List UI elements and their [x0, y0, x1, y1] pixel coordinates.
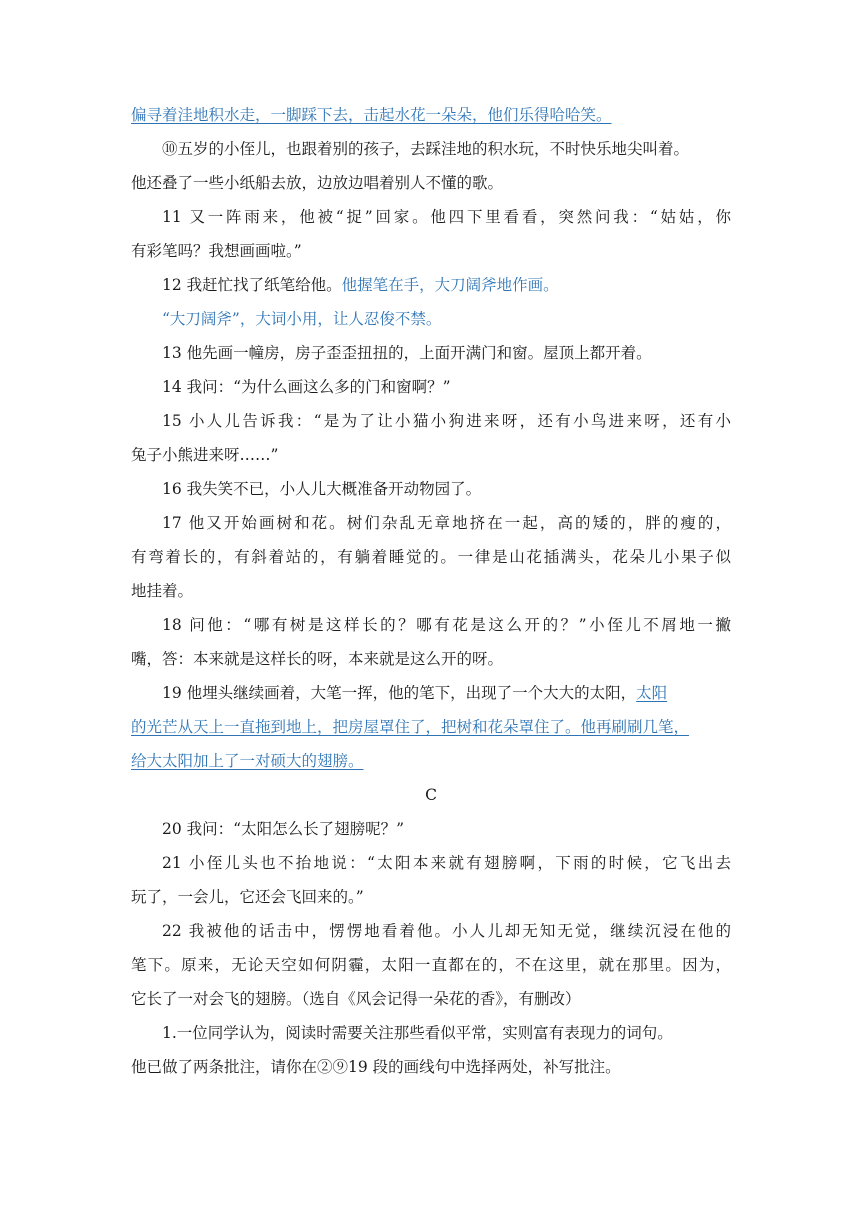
text-line: [131, 712, 731, 746]
highlighted-sentence: 他握笔在手，大刀阔斧地作画。: [341, 276, 559, 294]
paragraph-11: 11 又一阵雨来，他被“捉”回家。他四下里看看，突然问我：“姑姑，你: [162, 208, 731, 226]
text-line: 嘴，答：本来就是这样长的呀，本来就是这么开的呀。: [131, 650, 504, 668]
underlined-sentence: 偏寻着洼地积水走，一脚踩下去，击起水花一朵朵，他们乐得哈哈笑。: [131, 106, 612, 124]
paragraph-19: [131, 678, 731, 712]
document-page: [131, 100, 731, 1086]
underlined-sentence: 的光芒从天上一直拖到地上，把房屋罩住了，把树和花朵罩住了。他再刷刷几笔，: [131, 718, 690, 736]
paragraph-22: 22 我被他的话击中，愣愣地看着他。小人儿却无知无觉，继续沉浸在他的: [162, 922, 731, 940]
text-line: 兔子小熊进来呀……”: [131, 446, 279, 464]
paragraph-14: 14 我问：“为什么画这么多的门和窗啊？”: [162, 378, 451, 396]
annotation-note: “大刀阔斧”，大词小用，让人忍俊不禁。: [162, 310, 442, 328]
paragraph-17: 17 他又开始画树和花。树们杂乱无章地挤在一起，高的矮的，胖的瘦的，: [162, 514, 731, 532]
paragraph-16: 16 我失笑不已，小人儿大概准备开动物园了。: [162, 480, 482, 498]
question-1: 1.一位同学认为，阅读时需要关注那些看似平常，实则富有表现力的词句。: [162, 1024, 673, 1042]
paragraph-13: 13 他先画一幢房，房子歪歪扭扭的，上面开满门和窗。屋顶上都开着。: [162, 344, 652, 362]
paragraph-18: 18 问他：“哪有树是这样长的？哪有花是这么开的？”小侄儿不屑地一撇: [162, 616, 731, 634]
text-line: 有彩笔吗？我想画画啦。”: [131, 242, 302, 260]
paragraph-text: 19 他埋头继续画着，大笔一挥，他的笔下，出现了一个大大的太阳，: [162, 684, 637, 702]
text-line: 笔下。原来，无论天空如何阴霾，太阳一直都在的，不在这里，就在那里。因为，: [131, 956, 731, 974]
underlined-sentence: 给大太阳加上了一对硕大的翅膀。: [131, 752, 364, 770]
paragraph-15: 15 小人儿告诉我：“是为了让小猫小狗进来呀，还有小鸟进来呀，还有小: [162, 412, 731, 430]
text-line: 他还叠了一些小纸船去放，边放边唱着别人不懂的歌。: [131, 174, 504, 192]
text-line: 地挂着。: [131, 582, 194, 600]
text-line: 它长了一对会飞的翅膀。（选自《风会记得一朵花的香》，有删改）: [131, 990, 581, 1008]
text-line: [131, 746, 731, 780]
text-line: 玩了，一会儿，它还会飞回来的。”: [131, 888, 364, 906]
centered-marker: C: [425, 786, 437, 804]
text-line: 有弯着长的，有斜着站的，有躺着睡觉的。一律是山花插满头，花朵儿小果子似: [131, 548, 731, 566]
paragraph-10: ⑩五岁的小侄儿，也跟着别的孩子，去踩洼地的积水玩，不时快乐地尖叫着。: [162, 140, 690, 158]
text-line: 他已做了两条批注，请你在②⑨19 段的画线句中选择两处，补写批注。: [131, 1058, 621, 1076]
paragraph-21: 21 小侄儿头也不抬地说：“太阳本来就有翅膀啊，下雨的时候，它飞出去: [162, 854, 731, 872]
paragraph-20: 20 我问：“太阳怎么长了翅膀呢？”: [162, 820, 404, 838]
paragraph-text: 12 我赶忙找了纸笔给他。: [162, 276, 342, 294]
text-line: [131, 100, 731, 134]
paragraph-12: [131, 270, 731, 304]
underlined-sentence: 太阳: [636, 684, 668, 702]
